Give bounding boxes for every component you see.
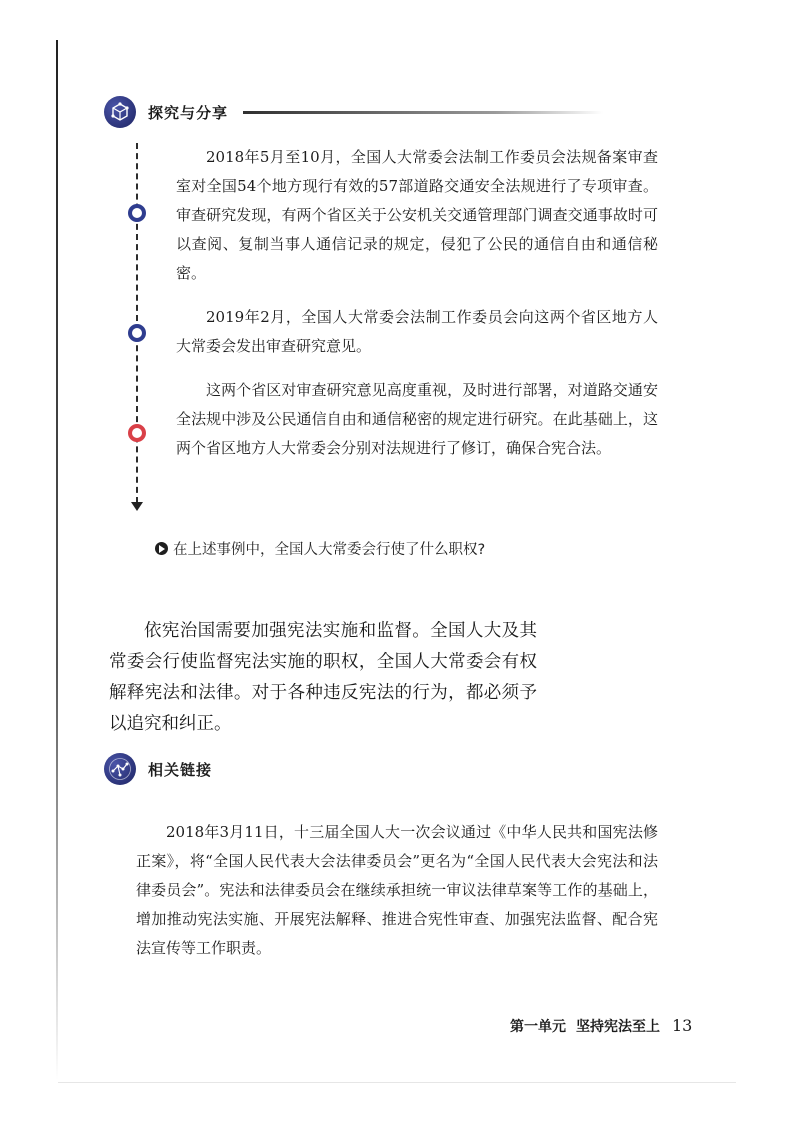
discussion-question <box>155 538 485 559</box>
page-edge-shadow <box>56 40 58 1080</box>
explore-paragraph-3: 这两个省区对审查研究意见高度重视，及时进行部署，对道路交通安全法规中涉及公民通信自由和通信秘密的规定进行研究。在此基础上，这两个省区地方人大常委会分别对法规进行了修订，确保合宪合法。 <box>176 381 658 457</box>
constellation-icon <box>104 753 136 785</box>
play-circle-icon <box>155 542 168 555</box>
main-body-text: 依宪治国需要加强宪法实施和监督。全国人大及其常委会行使监督宪法实施的职权，全国人大常委会有权解释宪法和法律。对于各种违反宪法的行为，都必须予以追究和纠正。 <box>109 621 537 734</box>
link-paragraph: 2018年3月11日，十三届全国人大一次会议通过《中华人民共和国宪法修正案》，将“全国人民代表大会法律委员会”更名为“全国人民代表大会宪法和法律委员会”。宪法和法律委员会在继续承担统一审议法律草案等工作的基础上，增加推动宪法实施、开展宪法解释、推进合宪性审查、加强宪法监督、配合宪法宣传等工作职责。 <box>136 823 658 957</box>
link-section-header <box>104 753 212 785</box>
link-section-title: 相关链接 <box>148 760 213 779</box>
explore-section-header <box>104 96 228 128</box>
cube-network-icon <box>104 96 136 128</box>
timeline-node-2 <box>128 324 146 342</box>
timeline-line <box>136 143 138 503</box>
footer-unit-title: 坚持宪法至上 <box>576 1019 660 1035</box>
timeline-arrow-icon <box>131 502 143 511</box>
footer-unit: 第一单元 <box>510 1019 566 1035</box>
page-bottom-edge <box>58 1082 736 1083</box>
explore-paragraph-2: 2019年2月，全国人大常委会法制工作委员会向这两个省区地方人大常委会发出审查研究意见。 <box>176 308 658 355</box>
timeline-node-1 <box>128 204 146 222</box>
explore-paragraph-1: 2018年5月至10月，全国人大常委会法制工作委员会法规备案审查室对全国54个地方现行有效的57部道路交通安全法规进行了专项审查。审查研究发现，有两个省区关于公安机关交通管理部门调查交通事故时可以查阅、复制当事人通信记录的规定，侵犯了公民的通信自由和通信秘密。 <box>176 148 658 282</box>
section-divider <box>243 111 603 114</box>
question-text: 在上述事例中，全国人大常委会行使了什么职权? <box>173 542 486 558</box>
page-footer <box>510 1016 692 1036</box>
timeline-node-3 <box>128 424 146 442</box>
explore-section-title: 探究与分享 <box>148 103 229 122</box>
page-number: 13 <box>672 1016 693 1035</box>
